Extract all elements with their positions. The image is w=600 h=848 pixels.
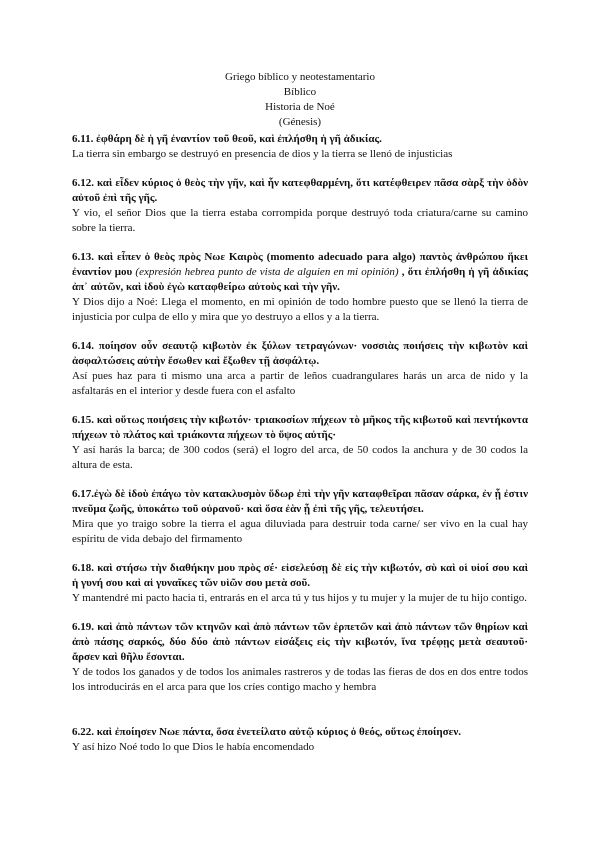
verse-6-14	[72, 339, 528, 399]
spanish-translation: Y de todos los ganados y de todos los animales rastreros y de todas las fieras de dos en dos entre todos los introducirás en el arca para que los críes contigo macho y hembra	[72, 666, 528, 693]
verse-6-22	[72, 725, 528, 755]
verse-6-18	[72, 561, 528, 606]
greek-text: 6.17.ἐγὼ δὲ ἰδοὺ ἐπάγω τὸν κατακλυσμὸν ὕδωρ ἐπὶ τὴν γῆν καταφθεῖραι πᾶσαν σάρκα, ἐν ᾗ ἐστιν πνεῦμα ζωῆς, ὑποκάτω τοῦ οὐρανοῦ· καὶ ὅσα ἐὰν ᾖ ἐπὶ τῆς γῆς, τελευτήσει.	[72, 488, 528, 515]
greek-text: 6.19. καὶ ἀπὸ πάντων τῶν κτηνῶν καὶ ἀπὸ πάντων τῶν ἑρπετῶν καὶ ἀπὸ πάντων τῶν θηρίων καὶ ἀπὸ πάσης σαρκός, δύο δύο ἀπὸ πάντων εἰσάξεις εἰς τὴν κιβωτόν, ἵνα τρέφῃς μετὰ σεαυτοῦ· ἄρσεν καὶ θῆλυ ἔσονται.	[72, 621, 528, 663]
spanish-translation: Y Dios dijo a Noé: Llega el momento, en mi opinión de todo hombre puesto que se llenó la tierra de injusticia por culpa de ello y mira que yo destruyo a ellos y a la tierra.	[72, 296, 528, 323]
spanish-translation: La tierra sin embargo se destruyó en presencia de dios y la tierra se llenó de injusticias	[72, 148, 453, 160]
spanish-translation: Así pues haz para ti mismo una arca a partir de leños cuadrangulares harás un arca de nido y la asfaltarás en el interior y desde fuera con el asfalto	[72, 370, 528, 397]
spanish-translation: Y vio, el señor Dios que la tierra estaba corrompida porque destruyó toda criatura/carne su camino sobre la tierra.	[72, 207, 528, 234]
header-subtitle: Bíblico	[283, 86, 317, 98]
document-header	[72, 70, 528, 130]
greek-text: 6.15. καὶ οὕτως ποιήσεις τὴν κιβωτόν· τριακοσίων πήχεων τὸ μῆκος τῆς κιβωτοῦ καὶ πεντήκοντα πήχεων τὸ πλάτος καὶ τριάκοντα πήχεων τὸ ὕψος αὐτῆς·	[72, 414, 528, 441]
greek-text: 6.12. καὶ εἶδεν κύριος ὁ θεὸς τὴν γῆν, καὶ ἦν κατεφθαρμένη, ὅτι κατέφθειρεν πᾶσα σὰρξ τὴν ὁδὸν αὐτοῦ ἐπὶ τῆς γῆς.	[72, 177, 528, 204]
spanish-translation: Mira que yo traigo sobre la tierra el agua diluviada para destruir toda carne/ ser vivo en la cual hay espíritu de vida debajo del firmamento	[72, 518, 528, 545]
greek-text: 6.11. ἐφθάρη δὲ ἡ γῆ ἐναντίον τοῦ θεοῦ, καὶ ἐπλήσθη ἡ γῆ ἀδικίας.	[72, 133, 382, 145]
verse-6-11	[72, 132, 528, 162]
verse-6-12	[72, 176, 528, 236]
greek-text: 6.18. καὶ στήσω τὴν διαθήκην μου πρὸς σέ· εἰσελεύσῃ δὲ εἰς τὴν κιβωτόν, σὺ καὶ οἱ υἱοί σου καὶ ἡ γυνή σου καὶ αἱ γυναῖκες τῶν υἱῶν σου μετὰ σοῦ.	[72, 562, 528, 589]
header-course-title: Griego bíblico y neotestamentario	[225, 71, 375, 83]
verse-6-13	[72, 250, 528, 325]
verse-6-15	[72, 413, 528, 473]
greek-text-part: 6.13. καὶ εἶπεν ὁ θεὸς πρὸς Νωε Καιρὸς (momento adecuado para algo) παντὸς ἀνθρώπου ἥκει ἐναντίον μου	[72, 251, 528, 278]
spanish-translation: Y así hizo Noé todo lo que Dios le había encomendado	[72, 741, 315, 753]
greek-text-part: , ὅτι ἐπλήσθη ἡ γῆ ἀδικίας ἀπ᾽ αὐτῶν, καὶ ἰδοὺ ἐγὼ καταφθείρω αὐτοὺς καὶ τὴν γῆν.	[72, 266, 529, 293]
spanish-translation: Y mantendré mi pacto hacia ti, entrarás en el arca tú y tus hijos y tu mujer y la mujer de tu hijo contigo.	[72, 592, 528, 604]
greek-text	[72, 250, 528, 295]
greek-text: 6.22. καὶ ἐποίησεν Νωε πάντα, ὅσα ἐνετείλατο αὐτῷ κύριος ὁ θεός, οὕτως ἐποίησεν.	[72, 726, 462, 738]
verse-6-17	[72, 487, 528, 547]
spanish-translation: Y así harás la barca; de 300 codos (será) el logro del arca, de 50 codos la anchura y de 30 codos la altura de esta.	[72, 444, 528, 471]
greek-text: 6.14. ποίησον οὖν σεαυτῷ κιβωτὸν ἐκ ξύλων τετραγώνων· νοσσιὰς ποιήσεις τὴν κιβωτὸν καὶ ἀσφαλτώσεις αὐτὴν ἔσωθεν καὶ ἔξωθεν τῇ ἀσφάλτῳ.	[72, 340, 528, 367]
verse-6-19	[72, 620, 528, 695]
header-story-title: Historia de Noé	[265, 101, 335, 113]
header-book-name: (Génesis)	[278, 116, 322, 128]
translator-note: (expresión hebrea punto de vista de alguien en mi opinión)	[135, 266, 399, 278]
